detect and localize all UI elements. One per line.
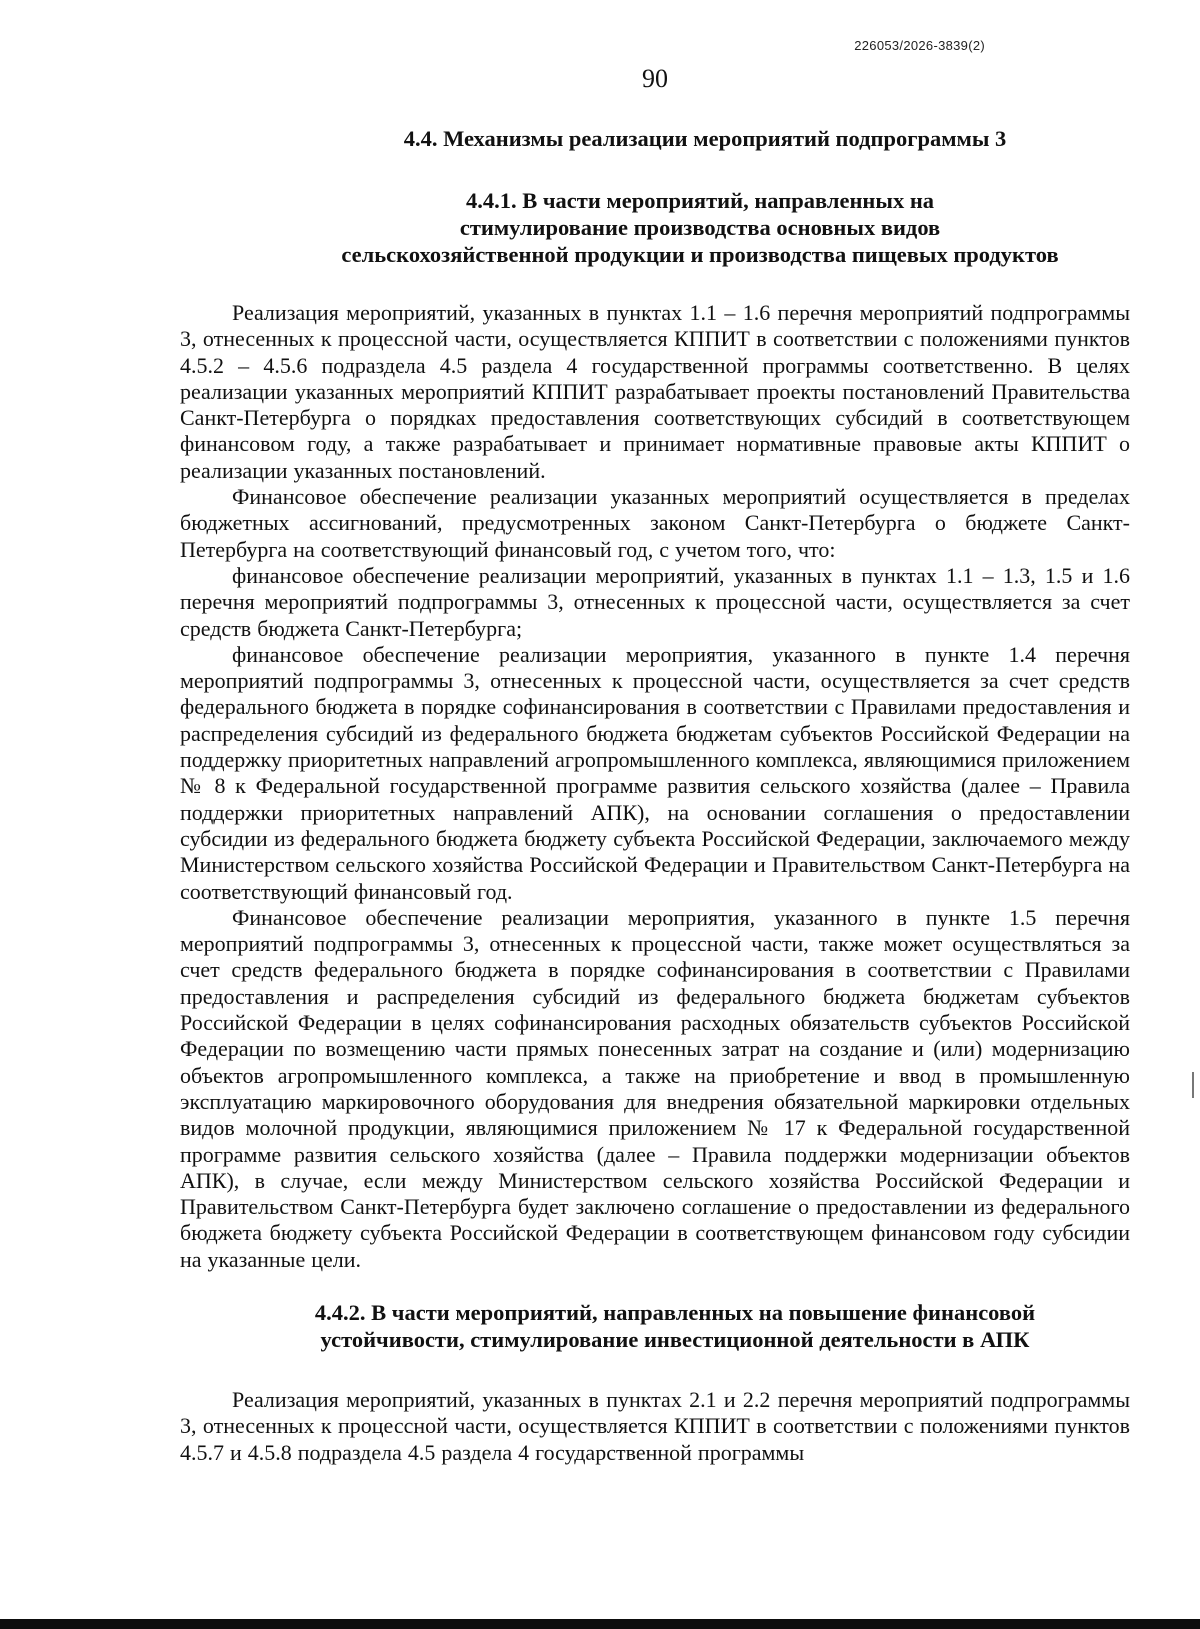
subsection-1-title-line: 4.4.1. В части мероприятий, направленных на [465,188,935,213]
page-content [180,124,1130,1466]
subsection-1-title [180,187,1130,268]
subsection-2-title-line: 4.4.2. В части мероприятий, направленных на повышение финансовой [314,1299,1036,1325]
scan-artifact [1192,1072,1194,1098]
paragraph: Финансовое обеспечение реализации мероприятия, указанного в пункте 1.5 перечня мероприятий подпрограммы 3, отнесенных к процессной части, также может осуществляться за счет средств федерального бюджета в порядке софинансирования в соответствии с Правилами предоставления и распределения субсидий из федерального бюджета бюджетам субъектов Российской Федерации в целях софинансирования расходных обязательств субъектов Российской Федерации по возмещению части прямых понесенных затрат на создание и (или) модернизацию объектов агропромышленного комплекса, а также на приобретение и ввод в промышленную эксплуатацию маркировочного оборудования для внедрения обязательной маркировки отдельных видов молочной продукции, являющимися приложением № 17 к Федеральной государственной программе развития сельского хозяйства (далее – Правила поддержки модернизации объектов АПК), в случае, если между Министерством сельского хозяйства Российской Федерации и Правительством Санкт-Петербурга будет заключено соглашение о предоставлении из федерального бюджета бюджету субъекта Российской Федерации в соответствующем финансовом году субсидии на указанные цели. [180,904,1130,1272]
document-id: 226053/2026-3839(2) [854,38,985,53]
paragraph: финансовое обеспечение реализации мероприятий, указанных в пунктах 1.1 – 1.3, 1.5 и 1.6 перечня мероприятий подпрограммы 3, отнесенных к процессной части, осуществляется за счет средств бюджета Санкт-Петербурга; [180,562,1130,641]
paragraph: Реализация мероприятий, указанных в пунктах 1.1 – 1.6 перечня мероприятий подпрограммы 3, отнесенных к процессной части, осуществляется КППИТ в соответствии с положениями пунктов 4.5.2 – 4.5.6 подраздела 4.5 раздела 4 государственной программы соответственно. В целях реализации указанных мероприятий КППИТ разрабатывает проекты постановлений Правительства Санкт-Петербурга о порядках предоставления соответствующих субсидий в соответствующем финансовом году, а также разрабатывает и принимает нормативные правовые акты КППИТ о реализации указанных постановлений. [180,300,1130,483]
section-title: 4.4. Механизмы реализации мероприятий подпрограммы 3 [403,126,1007,151]
subsection-1-title-line: сельскохозяйственной продукции и производства пищевых продуктов [341,242,1059,267]
subsection-2-title [180,1299,1130,1353]
page-number: 90 [642,64,668,93]
paragraph: Финансовое обеспечение реализации указанных мероприятий осуществляется в пределах бюджетных ассигнований, предусмотренных законом Санкт-Петербурга о бюджете Санкт-Петербурга на соответствующий финансовый год, с учетом того, что: [180,484,1130,562]
scan-edge-line [0,1619,1200,1629]
subsection-2-title-line: устойчивости, стимулирование инвестиционной деятельности в АПК [320,1326,1030,1352]
subsection-1-title-line: стимулирование производства основных видов [459,215,941,240]
paragraph: Реализация мероприятий, указанных в пунктах 2.1 и 2.2 перечня мероприятий подпрограммы 3, отнесенных к процессной части, осуществляется КППИТ в соответствии с положениями пунктов 4.5.7 и 4.5.8 подраздела 4.5 раздела 4 государственной программы [180,1386,1130,1465]
paragraph: финансовое обеспечение реализации мероприятия, указанного в пункте 1.4 перечня мероприятий подпрограммы 3, отнесенных к процессной части, осуществляется за счет средств федерального бюджета в порядке софинансирования в соответствии с Правилами предоставления и распределения субсидий из федерального бюджета бюджетам субъектов Российской Федерации на поддержку приоритетных направлений агропромышленного комплекса, являющимися приложением № 8 к Федеральной государственной программе развития сельского хозяйства (далее – Правила поддержки приоритетных направлений АПК), на основании соглашения о предоставлении субсидии из федерального бюджета бюджету субъекта Российской Федерации, заключаемого между Министерством сельского хозяйства Российской Федерации и Правительством Санкт-Петербурга на соответствующий финансовый год. [180,641,1130,904]
